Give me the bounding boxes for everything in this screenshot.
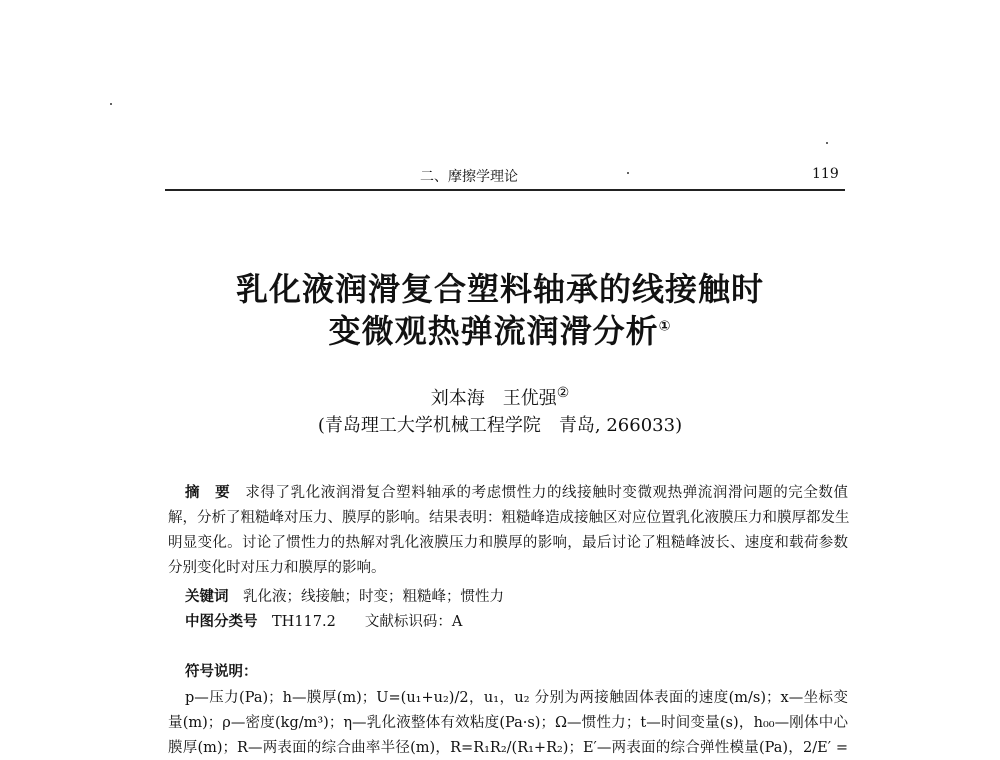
header-rule xyxy=(165,189,845,191)
affiliation: (青岛理工大学机械工程学院 青岛, 266033) xyxy=(317,415,683,436)
symbols-heading: 符号说明： xyxy=(185,664,258,680)
scan-speck xyxy=(826,142,828,144)
paper-title-line-2 xyxy=(0,306,1000,352)
title-footnote-mark: ① xyxy=(658,318,672,335)
authors xyxy=(0,384,1000,410)
classification-value: TH117.2 xyxy=(272,614,336,630)
title-text: 变微观热弹流润滑分析 xyxy=(328,312,659,350)
author-names: 刘本海 王优强 xyxy=(430,388,557,409)
abstract-line xyxy=(185,483,848,503)
doc-code-value: A xyxy=(451,614,463,630)
keywords xyxy=(185,587,865,607)
abstract-line: 分别变化时对压力和膜厚的影响。 xyxy=(168,560,386,576)
doc-code-label: 文献标识码： xyxy=(364,614,452,630)
abstract-line: 明显变化。讨论了惯性力的热解对乳化液膜压力和膜厚的影响，最后讨论了粗糙峰波长、速度和载荷参数 xyxy=(168,535,848,551)
abstract-text: 求得了乳化液润滑复合塑料轴承的考虑惯性力的线接触时变微观热弹流润滑问题的完全数值 xyxy=(245,485,849,501)
running-header-section: 二、摩擦学理论 xyxy=(420,169,518,185)
author-footnote-mark: ② xyxy=(556,385,570,401)
abstract-line: 解，分析了粗糙峰对压力、膜厚的影响。结果表明：粗糙峰造成接触区对应位置乳化液膜压力和膜厚都发生 xyxy=(168,510,850,526)
paper-title-line-1: 乳化液润滑复合塑料轴承的线接触时 xyxy=(235,270,764,308)
classification-label: 中图分类号 xyxy=(185,614,258,630)
symbols-line: p—压力(Pa)；h—膜厚(m)；U=(u₁+u₂)/2，u₁，u₂ 分别为两接触固体表面的速度(m/s)；x—坐标变 xyxy=(185,690,848,706)
scan-speck xyxy=(627,172,629,174)
scan-speck xyxy=(110,103,112,105)
abstract-label: 摘 要 xyxy=(185,485,231,501)
keywords-label: 关键词 xyxy=(185,589,229,605)
symbols-line: 量(m)；ρ—密度(kg/m³)；η—乳化液整体有效粘度(Pa·s)；Ω—惯性力；t—时间变量(s)，h₀₀—刚体中心 xyxy=(168,715,848,731)
symbols-line: 膜厚(m)；R—两表面的综合曲率半径(m)，R=R₁R₂/(R₁+R₂)；E′—两表面的综合弹性模量(Pa)，2/E′ = xyxy=(168,740,848,756)
page-number: 119 xyxy=(812,166,839,182)
classification xyxy=(185,612,865,632)
keywords-value: 乳化液；线接触；时变；粗糙峰；惯性力 xyxy=(243,589,504,605)
